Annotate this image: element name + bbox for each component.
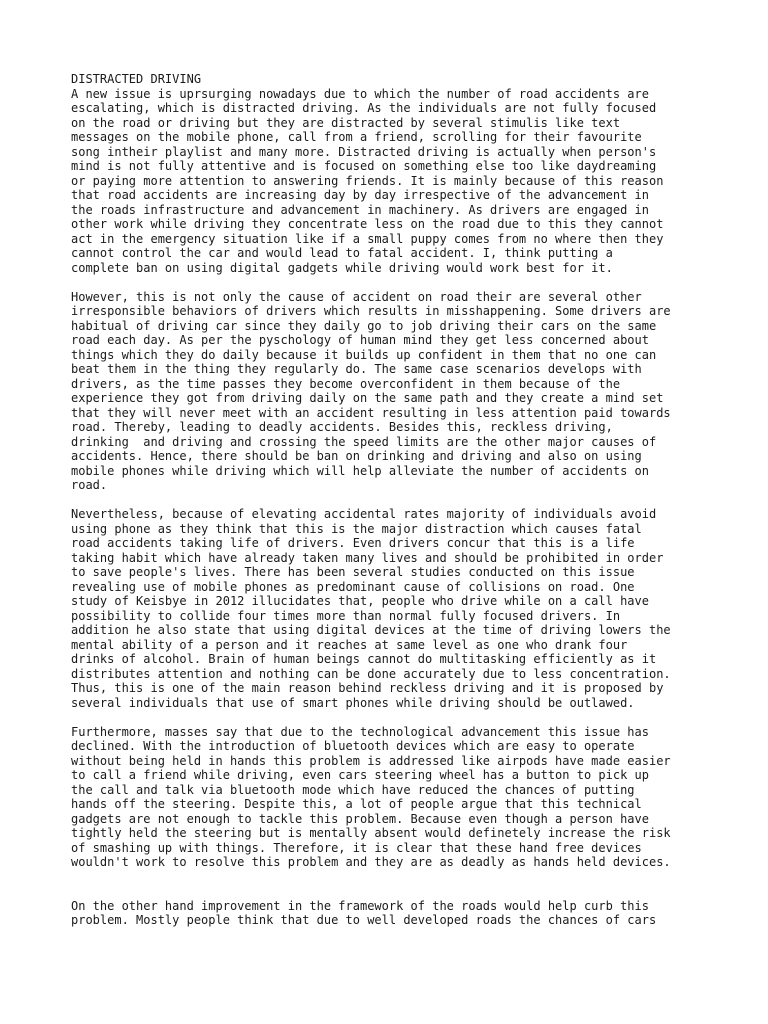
text-line: mental ability of a person and it reaches at same level as one who drank four — [71, 637, 628, 652]
text-line: road each day. As per the pyschology of human mind they get less concerned about — [71, 333, 649, 347]
text-line: road. Thereby, leading to deadly accidents. Besides this, reckless driving, — [71, 420, 613, 434]
paragraph-spacer — [71, 710, 711, 725]
text-line: cannot control the car and would lead to fatal accident. I, think putting a — [71, 246, 613, 260]
text-line: road accidents taking life of drivers. Even drivers concur that this is a life — [71, 536, 635, 550]
document-body — [71, 87, 711, 928]
text-line: hands off the steering. Despite this, a lot of people argue that this technical — [71, 797, 642, 811]
text-line: to call a friend while driving, even cars steering wheel has a button to pick up — [71, 768, 649, 782]
text-line: mobile phones while driving which will help alleviate the number of accidents on — [71, 463, 649, 478]
text-line: Nevertheless, because of elevating accidental rates majority of individuals avoid — [71, 507, 657, 521]
paragraph — [71, 87, 711, 276]
text-line: wouldn't work to resolve this problem and they are as deadly as hands held devices. — [71, 855, 671, 869]
text-line: on the road or driving but they are distracted by several stimulis like text — [71, 115, 621, 130]
text-line: that they will never meet with an accident resulting in less attention paid towards — [71, 405, 671, 420]
text-line: gadgets are not enough to tackle this problem. Because even though a person have — [71, 811, 649, 826]
text-line: problem. Mostly people think that due to well developed roads the chances of cars — [71, 913, 657, 927]
text-line: taking habit which have already taken many lives and should be prohibited in order — [71, 550, 664, 565]
text-line: addition he also state that using digital devices at the time of driving lowers the — [71, 623, 671, 637]
text-line: messages on the mobile phone, call from a friend, scrolling for their favourite — [71, 130, 642, 144]
text-line: act in the emergency situation like if a small puppy comes from no where then they — [71, 231, 664, 246]
text-line: distributes attention and nothing can be done accurately due to less concentration. — [71, 666, 671, 681]
text-line: the roads infrastructure and advancement in machinery. As drivers are engaged in — [71, 202, 649, 217]
text-line: things which they do daily because it builds up confident in them that no one can — [71, 347, 657, 362]
text-line: Furthermore, masses say that due to the technological advancement this issue has — [71, 724, 649, 739]
text-line: to save people's lives. There has been several studies conducted on this issue — [71, 565, 635, 579]
text-line: song intheir playlist and many more. Distracted driving is actually when person's — [71, 144, 657, 159]
text-line: experience they got from driving daily on the same path and they create a mind set — [71, 391, 664, 405]
text-line: A new issue is uprsurging nowadays due to which the number of road accidents are — [71, 86, 649, 101]
text-line: irresponsible behaviors of drivers which results in misshappening. Some drivers are — [71, 304, 671, 318]
text-line: of smashing up with things. Therefore, it is clear that these hand free devices — [71, 840, 642, 855]
text-line: accidents. Hence, there should be ban on drinking and driving and also on using — [71, 449, 642, 463]
text-line: several individuals that use of smart phones while driving should be outlawed. — [71, 695, 635, 710]
text-line: that road accidents are increasing day by day irrespective of the advancement in — [71, 188, 649, 202]
paragraph-spacer — [71, 275, 711, 290]
text-line: habitual of driving car since they daily go to job driving their cars on the same — [71, 318, 657, 333]
text-line: road. — [71, 478, 108, 492]
paragraph-spacer — [71, 870, 711, 899]
paragraph-spacer — [71, 493, 711, 508]
text-line: the call and talk via bluetooth mode which have reduced the chances of putting — [71, 782, 635, 797]
text-line: other work while driving they concentrate less on the road due to this they cannot — [71, 217, 664, 231]
text-line: drinking and driving and crossing the speed limits are the other major causes of — [71, 434, 657, 449]
text-line: Thus, this is one of the main reason behind reckless driving and it is proposed by — [71, 681, 664, 695]
paragraph — [71, 507, 711, 710]
text-line: beat them in the thing they regularly do. The same case scenarios develops with — [71, 362, 642, 376]
text-line: or paying more attention to answering friends. It is mainly because of this reason — [71, 173, 664, 188]
text-line: mind is not fully attentive and is focused on something else too like daydreaming — [71, 159, 657, 173]
text-line: tightly held the steering but is mentally absent would definetely increase the risk — [71, 826, 671, 840]
text-line: On the other hand improvement in the framework of the roads would help curb this — [71, 898, 649, 913]
text-line: revealing use of mobile phones as predominant cause of collisions on road. One — [71, 579, 635, 594]
paragraph — [71, 725, 711, 870]
text-line: without being held in hands this problem is addressed like airpods have made easier — [71, 753, 671, 768]
text-line: However, this is not only the cause of accident on road their are several other — [71, 289, 642, 304]
document-title: DISTRACTED DRIVING — [71, 72, 202, 86]
text-line: declined. With the introduction of bluetooth devices which are easy to operate — [71, 739, 635, 753]
paragraph — [71, 290, 711, 493]
paragraph — [71, 899, 711, 928]
text-line: complete ban on using digital gadgets while driving would work best for it. — [71, 260, 613, 275]
text-line: possibility to collide four times more than normal fully focused drivers. In — [71, 608, 621, 623]
text-line: study of Keisbye in 2012 illucidates that, people who drive while on a call have — [71, 594, 649, 608]
document-page — [71, 72, 711, 928]
text-line: escalating, which is distracted driving. As the individuals are not fully focused — [71, 101, 657, 115]
text-line: drivers, as the time passes they become overconfident in them because of the — [71, 376, 621, 391]
text-line: using phone as they think that this is the major distraction which causes fatal — [71, 521, 642, 536]
text-line: drinks of alcohol. Brain of human beings cannot do multitasking efficiently as it — [71, 652, 657, 666]
